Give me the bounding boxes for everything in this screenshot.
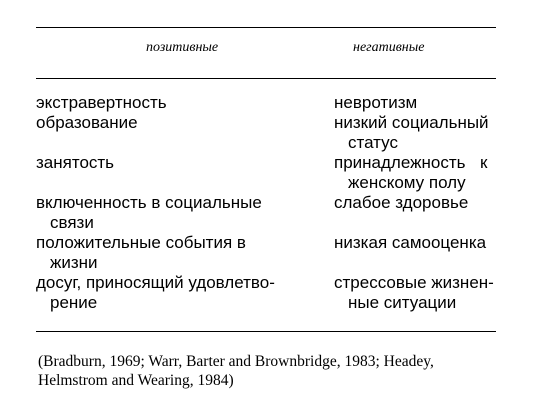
top-rule <box>36 27 496 28</box>
bottom-rule <box>36 331 496 332</box>
negative-factor: слабое здоровье <box>334 193 469 212</box>
positive-factor: положительные события в <box>36 233 246 252</box>
negative-factor-cont: женскому полу <box>348 173 466 192</box>
positive-factor-cont: рение <box>50 293 98 312</box>
negative-factor-cont: ные ситуации <box>348 293 457 312</box>
negative-factor: принадлежность <box>334 153 466 172</box>
positive-factor: досуг, приносящий удовлетво- <box>36 273 275 292</box>
negative-factor: невротизм <box>334 93 418 112</box>
caption-line-2: Helmstrom and Wearing, 1984) <box>38 372 234 389</box>
negative-factor: низкий социальный <box>334 113 489 132</box>
negative-factor: стрессовые жизнен- <box>334 273 494 292</box>
positive-factor: образование <box>36 113 138 132</box>
header-positive: позитивные <box>146 40 219 55</box>
positive-factor-cont: жизни <box>50 253 98 272</box>
header-rule <box>36 78 496 79</box>
positive-factor: занятость <box>36 153 115 172</box>
positive-factor: экстравертность <box>36 93 167 112</box>
negative-factor: низкая самооценка <box>334 233 487 252</box>
source-caption <box>38 352 518 390</box>
negative-factor-cont: статус <box>348 133 398 152</box>
header-negative: негативные <box>353 40 425 55</box>
positive-factor: включенность в социальные <box>36 193 262 212</box>
caption-line-1: (Bradburn, 1969; Warr, Barter and Brownbridge, 1983; Headey, <box>38 353 434 370</box>
positive-factor-cont: связи <box>50 213 94 232</box>
negative-factor-word: к <box>480 153 488 172</box>
